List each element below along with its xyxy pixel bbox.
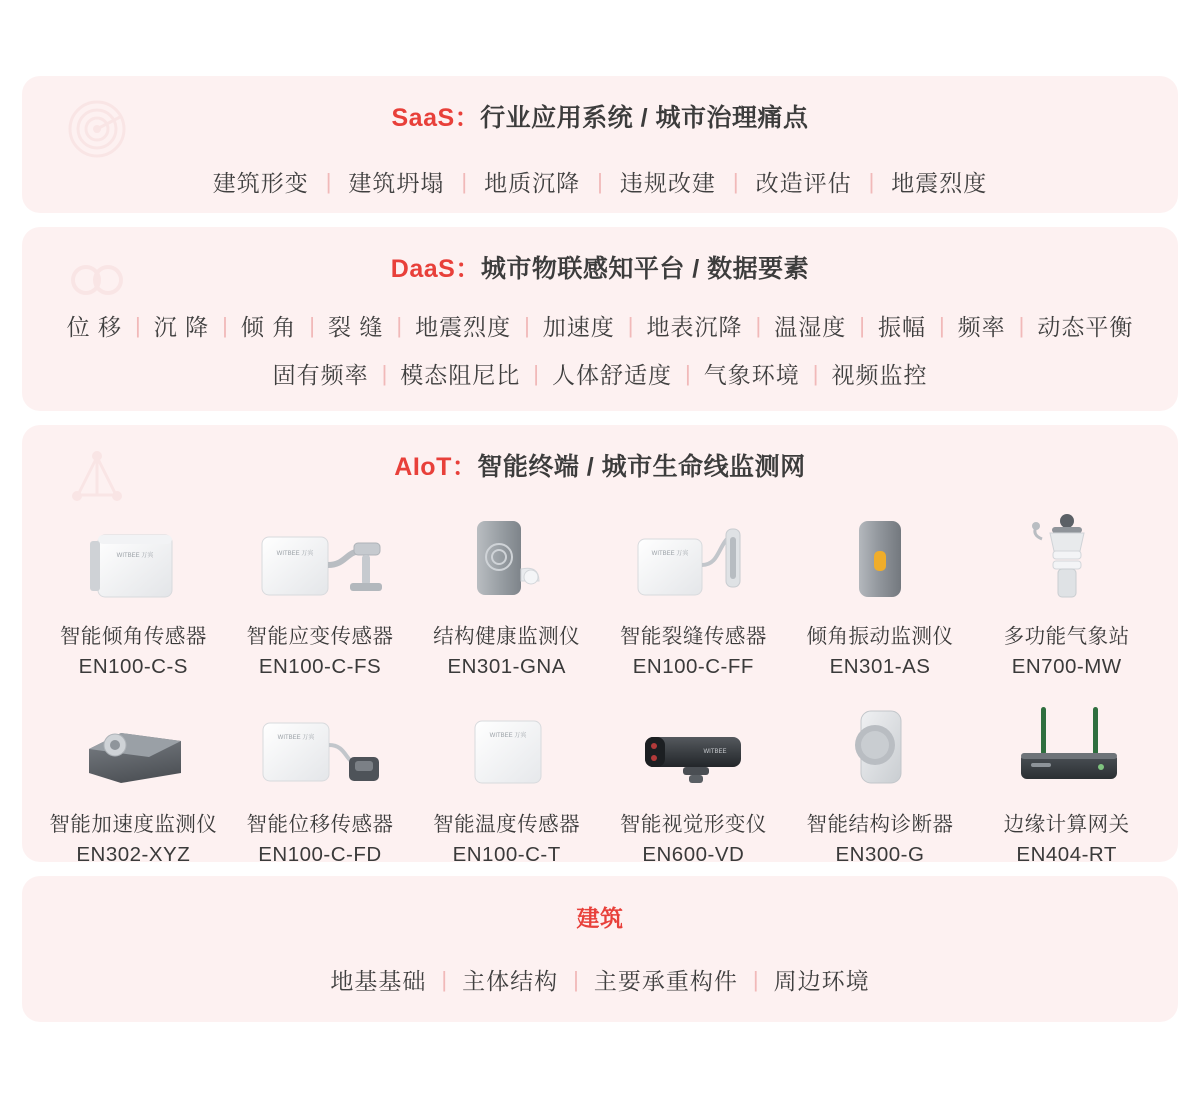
panel-with-rod-image — [628, 505, 758, 609]
tag-item: 固有频率 — [272, 362, 369, 388]
tag-item: 地表沉降 — [646, 314, 743, 340]
device-grid — [22, 487, 1178, 862]
device-name: 智能加速度监测仪 — [49, 813, 218, 836]
tag-item: 地质沉降 — [484, 170, 581, 196]
device-model: EN302-XYZ — [76, 843, 191, 862]
separator: | — [868, 168, 875, 194]
device-name: 智能倾角传感器 — [59, 625, 207, 648]
separator: | — [381, 360, 388, 386]
layer-panel-building — [22, 876, 1178, 1022]
device-card[interactable] — [40, 505, 227, 679]
device-card[interactable] — [600, 693, 787, 862]
tag-item: 建筑坍塌 — [348, 170, 445, 196]
tag-item: 周边环境 — [773, 968, 870, 994]
panel-title-daas — [22, 227, 1178, 289]
device-name: 智能温度传感器 — [433, 813, 581, 836]
tag-item: 人体舒适度 — [552, 362, 672, 388]
grey-box-with-dome-image — [447, 505, 567, 609]
tag-item: 主体结构 — [462, 968, 559, 994]
separator: | — [309, 312, 315, 338]
separator: | — [441, 966, 448, 992]
tag-item: 加速度 — [542, 314, 615, 340]
device-name: 智能位移传感器 — [246, 813, 394, 836]
aiot-title-main: 智能终端 / 城市生命线监测网 — [477, 453, 806, 481]
device-card[interactable] — [227, 693, 414, 862]
device-name: 智能结构诊断器 — [806, 813, 954, 836]
svg-text:WITBEE 万宾: WITBEE 万宾 — [116, 553, 154, 559]
tag-item: 气象环境 — [703, 362, 800, 388]
daas-title-prefix: DaaS： — [390, 255, 481, 283]
tag-item: 主要承重构件 — [593, 968, 738, 994]
tag-item: 倾 角 — [240, 314, 297, 340]
building-title: 建筑 — [576, 905, 624, 931]
separator: | — [325, 168, 332, 194]
separator: | — [524, 312, 530, 338]
separator: | — [755, 312, 762, 338]
device-name: 智能视觉形变仪 — [619, 813, 767, 836]
separator: | — [938, 312, 945, 338]
tag-item: 视频监控 — [831, 362, 928, 388]
daas-tag-row-1 — [22, 289, 1178, 342]
separator: | — [685, 360, 691, 386]
device-name: 智能应变传感器 — [246, 625, 394, 648]
separator: | — [859, 312, 865, 338]
separator: | — [812, 360, 819, 386]
device-card[interactable] — [413, 505, 600, 679]
tag-item: 地震烈度 — [891, 170, 988, 196]
separator: | — [732, 168, 739, 194]
tag-item: 建筑形变 — [212, 170, 309, 196]
device-model: EN300-G — [835, 843, 925, 862]
separator: | — [573, 966, 579, 992]
device-model: EN100-C-FS — [258, 655, 382, 678]
device-model: EN100-C-S — [78, 655, 188, 678]
svg-text:WITBEE 万宾: WITBEE 万宾 — [489, 733, 526, 739]
device-model: EN700-MW — [1011, 655, 1122, 678]
daas-tag-row-2 — [22, 342, 1178, 396]
device-name: 结构健康监测仪 — [433, 625, 581, 648]
weather-station-image — [1012, 505, 1122, 609]
tag-item: 模态阻尼比 — [400, 362, 521, 388]
panel-with-cable-box-image — [253, 693, 387, 797]
svg-text:WITBEE 万宾: WITBEE 万宾 — [651, 551, 689, 557]
device-card[interactable] — [787, 505, 974, 679]
radar-target-icon — [66, 98, 128, 160]
device-card[interactable] — [973, 505, 1160, 679]
panel-with-arm-sensor-image — [250, 505, 390, 609]
device-card[interactable] — [40, 693, 227, 862]
plain-white-panel-image — [447, 693, 567, 797]
device-model: EN301-AS — [829, 655, 931, 678]
device-model: EN404-RT — [1016, 843, 1117, 862]
metal-block-knob-image — [69, 693, 197, 797]
separator: | — [135, 312, 141, 338]
tag-item: 频率 — [957, 314, 1006, 340]
device-model: EN100-C-T — [452, 843, 561, 862]
device-model: EN100-C-FD — [258, 843, 382, 862]
device-card[interactable] — [413, 693, 600, 862]
round-dial-module-image — [825, 693, 935, 797]
device-card[interactable] — [600, 505, 787, 679]
tag-item: 违规改建 — [619, 170, 716, 196]
device-model: EN100-C-FF — [632, 655, 754, 678]
tag-item: 地基基础 — [330, 968, 427, 994]
saas-tag-row — [22, 138, 1178, 204]
layer-panel-daas — [22, 227, 1178, 411]
device-card[interactable] — [787, 693, 974, 862]
separator: | — [533, 360, 539, 386]
device-name: 智能裂缝传感器 — [619, 625, 767, 648]
separator: | — [461, 168, 468, 194]
svg-text:WITBEE 万宾: WITBEE 万宾 — [277, 735, 315, 741]
saas-title-main: 行业应用系统 / 城市治理痛点 — [480, 104, 809, 132]
tag-item: 改造评估 — [755, 170, 852, 196]
grey-slab-amber-led-image — [825, 505, 935, 609]
tag-item: 沉 降 — [153, 314, 210, 340]
device-name: 多功能气象站 — [1003, 625, 1130, 648]
tag-item: 地震烈度 — [415, 314, 512, 340]
panel-title-aiot — [22, 425, 1178, 487]
router-two-antennas-image — [997, 693, 1137, 797]
bullet-camera-image — [623, 693, 763, 797]
tag-item: 裂 缝 — [327, 314, 384, 340]
aiot-title-prefix: AIoT： — [394, 453, 478, 481]
separator: | — [222, 312, 228, 338]
tag-item: 位 移 — [66, 314, 123, 340]
saas-title-prefix: SaaS： — [391, 104, 481, 132]
square-panel-sensor-image — [74, 505, 192, 609]
tag-item: 振幅 — [877, 314, 926, 340]
daas-title-main: 城市物联感知平台 / 数据要素 — [480, 255, 810, 283]
device-name: 边缘计算网关 — [1003, 813, 1130, 836]
separator: | — [752, 966, 759, 992]
separator: | — [597, 168, 603, 194]
infinity-loop-icon — [66, 249, 128, 311]
separator: | — [627, 312, 634, 338]
tag-item: 动态平衡 — [1037, 314, 1134, 340]
device-model: EN301-GNA — [447, 655, 566, 678]
device-model: EN600-VD — [642, 843, 745, 862]
device-name: 倾角振动监测仪 — [806, 625, 954, 648]
layer-panel-aiot — [22, 425, 1178, 862]
separator: | — [1018, 312, 1025, 338]
separator: | — [396, 312, 403, 338]
svg-text:WITBEE: WITBEE — [703, 749, 727, 755]
tag-item: 温湿度 — [774, 314, 847, 340]
device-card[interactable] — [227, 505, 414, 679]
network-nodes-icon — [66, 447, 128, 509]
panel-title-saas — [22, 76, 1178, 138]
panel-title-building — [22, 876, 1178, 937]
layer-panel-saas — [22, 76, 1178, 213]
svg-text:WITBEE 万宾: WITBEE 万宾 — [276, 551, 314, 557]
building-tag-row — [22, 937, 1178, 1002]
device-card[interactable] — [973, 693, 1160, 862]
